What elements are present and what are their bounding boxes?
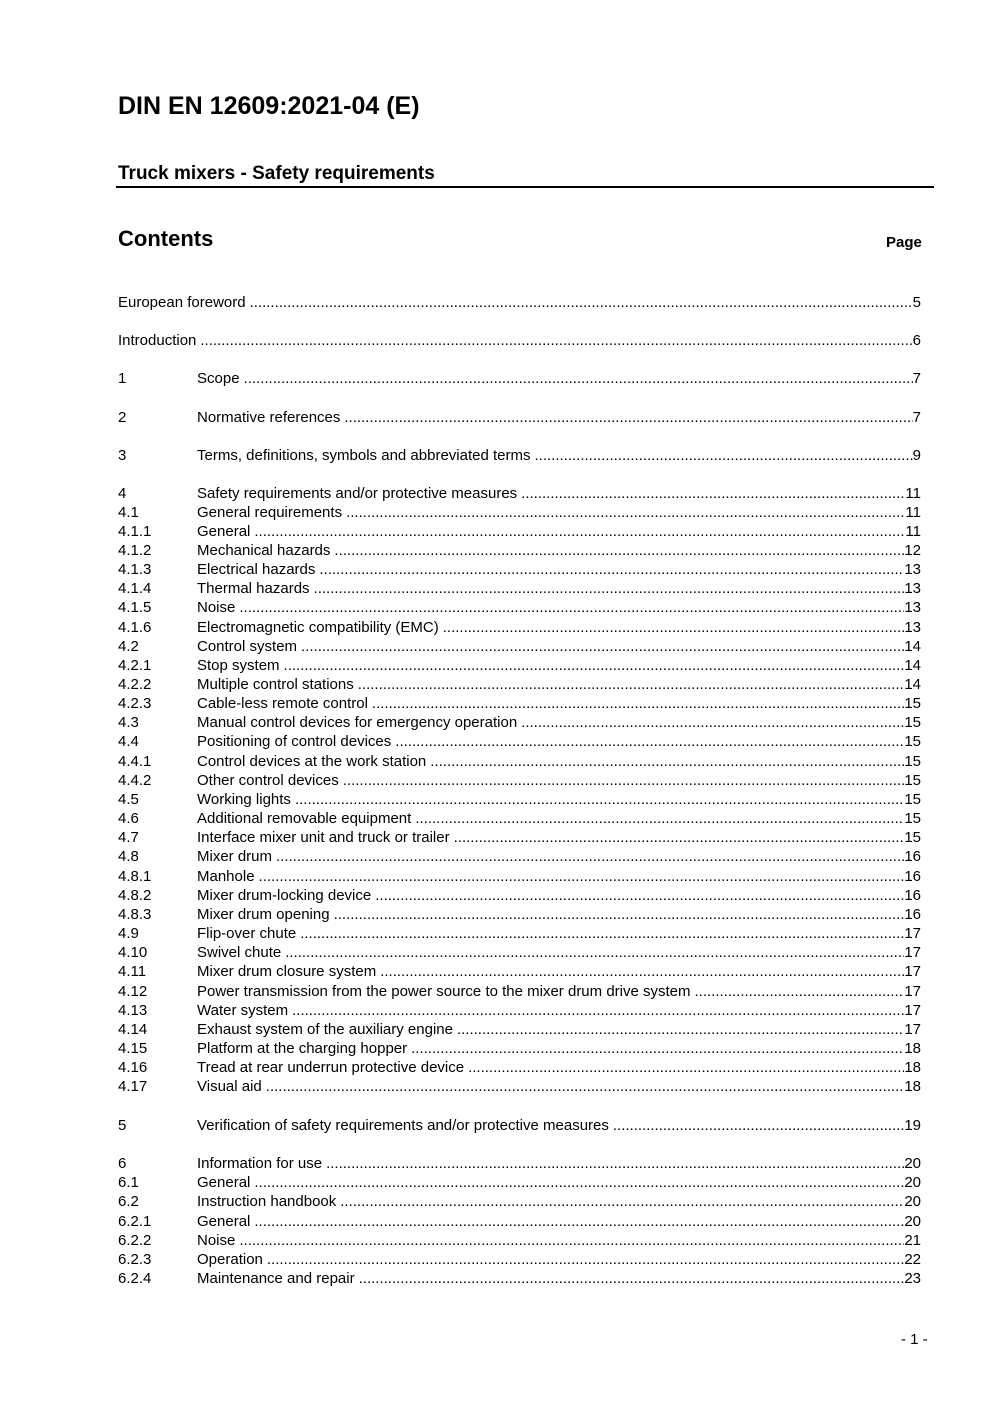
toc-entry-label: Scope: [197, 370, 240, 387]
toc-entry-page: 15: [904, 810, 921, 827]
toc-entry-number: 6.2.4: [118, 1270, 152, 1287]
toc-dot-leader: [326, 1154, 904, 1173]
toc-entry[interactable]: [118, 790, 921, 809]
toc-entry-label: Control devices at the work station: [197, 753, 427, 770]
toc-entry[interactable]: [118, 522, 921, 541]
toc-entry-label: Additional removable equipment: [197, 810, 412, 827]
toc-entry-label: General: [197, 1174, 251, 1191]
toc-dot-leader: [521, 484, 905, 503]
toc-entry-label: Thermal hazards: [197, 580, 310, 597]
footer-page-number: - 1 -: [901, 1331, 928, 1348]
toc-dot-leader: [295, 790, 904, 809]
toc-entry[interactable]: [118, 886, 921, 905]
toc-entry-label: European foreword: [118, 294, 246, 311]
toc-entry-page: 17: [904, 963, 921, 980]
toc-entry-page: 16: [904, 868, 921, 885]
toc-entry[interactable]: [118, 752, 921, 771]
toc-entry-number: 4.11: [118, 963, 147, 980]
toc-dot-leader: [380, 962, 904, 981]
toc-entry[interactable]: [118, 1212, 921, 1231]
toc-dot-leader: [239, 1231, 904, 1250]
toc-entry[interactable]: [118, 1192, 921, 1211]
toc-entry[interactable]: [118, 618, 921, 637]
toc-entry[interactable]: [118, 809, 921, 828]
toc-dot-leader: [454, 828, 905, 847]
toc-entry[interactable]: [118, 828, 921, 847]
toc-entry[interactable]: [118, 732, 921, 751]
toc-entry[interactable]: [118, 541, 921, 560]
toc-dot-leader: [344, 408, 912, 427]
toc-entry-number: 4.1.6: [118, 619, 152, 636]
toc-entry-number: 4.8.2: [118, 887, 152, 904]
toc-entry-number: 6.2.1: [118, 1213, 152, 1230]
toc-entry[interactable]: [118, 503, 921, 522]
toc-dot-leader: [346, 503, 905, 522]
toc-entry-label: Mechanical hazards: [197, 542, 331, 559]
toc-entry[interactable]: [118, 1116, 921, 1135]
toc-entry[interactable]: [118, 675, 921, 694]
toc-dot-leader: [534, 446, 912, 465]
toc-dot-leader: [457, 1020, 904, 1039]
toc-entry-page: 18: [904, 1040, 921, 1057]
toc-entry-label: General: [197, 1213, 251, 1230]
toc-entry-label: Swivel chute: [197, 944, 282, 961]
toc-entry-page: 14: [904, 657, 921, 674]
toc-entry-number: 4.14: [118, 1021, 148, 1038]
toc-dot-leader: [244, 369, 913, 388]
toc-dot-leader: [359, 1269, 905, 1288]
toc-dot-leader: [301, 637, 904, 656]
toc-entry[interactable]: [118, 713, 921, 732]
toc-dot-leader: [314, 579, 905, 598]
toc-dot-leader: [375, 886, 904, 905]
toc-dot-leader: [411, 1039, 904, 1058]
toc-entry-number: 3: [118, 447, 127, 464]
toc-dot-leader: [300, 924, 904, 943]
toc-entry-page: 21: [904, 1232, 921, 1249]
toc-entry-page: 14: [904, 676, 921, 693]
toc-entry-page: 15: [904, 772, 921, 789]
toc-dot-leader: [276, 847, 904, 866]
toc-entry-page: 23: [904, 1270, 921, 1287]
toc-dot-leader: [334, 541, 904, 560]
toc-entry-page: 20: [904, 1155, 921, 1172]
toc-entry[interactable]: [118, 598, 921, 617]
toc-entry-page: 15: [904, 829, 921, 846]
toc-entry[interactable]: [118, 943, 921, 962]
toc-entry-number: 4.2: [118, 638, 139, 655]
toc-entry[interactable]: [118, 1077, 921, 1096]
toc-entry-label: Verification of safety requirements and/or protective measures: [197, 1117, 609, 1134]
toc-entry-label: Mixer drum opening: [197, 906, 330, 923]
toc-entry-number: 4.1: [118, 504, 139, 521]
toc-entry-label: Tread at rear underrun protective device: [197, 1059, 465, 1076]
toc-entry-page: 15: [904, 791, 921, 808]
toc-entry-number: 4.1.4: [118, 580, 152, 597]
toc-entry-number: 5: [118, 1117, 127, 1134]
toc-entry[interactable]: [118, 771, 921, 790]
toc-dot-leader: [254, 1173, 904, 1192]
toc-entry-number: 4.2.2: [118, 676, 152, 693]
toc-entry-number: 4.8.1: [118, 868, 152, 885]
toc-entry-label: Exhaust system of the auxiliary engine: [197, 1021, 453, 1038]
toc-entry-number: 6: [118, 1155, 127, 1172]
toc-entry[interactable]: [118, 1250, 921, 1269]
toc-dot-leader: [266, 1077, 905, 1096]
toc-entry-label: Stop system: [197, 657, 280, 674]
toc-entry-label: Mixer drum closure system: [197, 963, 377, 980]
toc-entry-label: Platform at the charging hopper: [197, 1040, 408, 1057]
toc-entry-label: Other control devices: [197, 772, 339, 789]
toc-entry-page: 22: [904, 1251, 921, 1268]
toc-entry-label: Multiple control stations: [197, 676, 354, 693]
toc-entry-label: Terms, definitions, symbols and abbreviated terms: [197, 447, 531, 464]
toc-entry-label: Manhole: [197, 868, 255, 885]
toc-entry-label: Normative references: [197, 409, 341, 426]
toc-entry-number: 4.4.1: [118, 753, 152, 770]
toc-entry[interactable]: [118, 1001, 921, 1020]
toc-entry-page: 19: [904, 1117, 921, 1134]
toc-entry[interactable]: [118, 1039, 921, 1058]
toc-dot-leader: [285, 943, 904, 962]
title-divider: [116, 186, 934, 188]
toc-entry-page: 20: [904, 1213, 921, 1230]
toc-dot-leader: [284, 656, 905, 675]
toc-entry-page: 11: [905, 485, 921, 502]
toc-entry-page: 18: [904, 1059, 921, 1076]
toc-entry-page: 20: [904, 1193, 921, 1210]
toc-entry[interactable]: [118, 1231, 921, 1250]
toc-entry-number: 4.4.2: [118, 772, 152, 789]
toc-entry-label: Instruction handbook: [197, 1193, 337, 1210]
toc-dot-leader: [319, 560, 904, 579]
toc-entry[interactable]: [118, 293, 921, 312]
toc-entry-number: 2: [118, 409, 127, 426]
toc-entry-number: 4.1.1: [118, 523, 152, 540]
toc-entry[interactable]: [118, 924, 921, 943]
toc-entry-label: Operation: [197, 1251, 263, 1268]
toc-entry-label: Positioning of control devices: [197, 733, 392, 750]
toc-entry-page: 13: [904, 580, 921, 597]
toc-entry[interactable]: [118, 847, 921, 866]
toc-entry-page: 11: [905, 504, 921, 521]
toc-dot-leader: [239, 598, 904, 617]
toc-dot-leader: [200, 331, 912, 350]
toc-entry-label: Mixer drum: [197, 848, 273, 865]
toc-entry[interactable]: [118, 637, 921, 656]
toc-entry-page: 13: [904, 599, 921, 616]
toc-entry-label: Mixer drum-locking device: [197, 887, 372, 904]
toc-entry-page: 16: [904, 848, 921, 865]
toc-entry[interactable]: [118, 446, 921, 465]
toc-entry-number: 4.8.3: [118, 906, 152, 923]
toc-entry-number: 6.2.2: [118, 1232, 152, 1249]
toc-entry-page: 15: [904, 753, 921, 770]
toc-dot-leader: [695, 982, 905, 1001]
toc-entry-page: 15: [904, 695, 921, 712]
toc-dot-leader: [250, 293, 913, 312]
toc-entry[interactable]: [118, 369, 921, 388]
toc-entry-label: Interface mixer unit and truck or trailer: [197, 829, 450, 846]
toc-entry-label: Cable-less remote control: [197, 695, 368, 712]
toc-entry-page: 18: [904, 1078, 921, 1095]
toc-entry-page: 15: [904, 733, 921, 750]
toc-entry-page: 14: [904, 638, 921, 655]
toc-entry-page: 5: [912, 294, 921, 311]
toc-entry-label: Working lights: [197, 791, 291, 808]
toc-entry-page: 7: [912, 409, 921, 426]
toc-entry-page: 17: [904, 1021, 921, 1038]
toc-entry-number: 4.9: [118, 925, 139, 942]
document-title: DIN EN 12609:2021-04 (E): [118, 92, 420, 120]
toc-entry-number: 4.4: [118, 733, 139, 750]
toc-entry-number: 6.2: [118, 1193, 139, 1210]
toc-entry[interactable]: [118, 1154, 921, 1173]
toc-dot-leader: [613, 1116, 904, 1135]
toc-entry[interactable]: [118, 656, 921, 675]
toc-entry-number: 4.1.2: [118, 542, 152, 559]
toc-entry-number: 4.1.3: [118, 561, 152, 578]
toc-dot-leader: [267, 1250, 904, 1269]
toc-entry-number: 4.15: [118, 1040, 148, 1057]
toc-entry-label: Manual control devices for emergency operation: [197, 714, 518, 731]
toc-entry-number: 4.2.1: [118, 657, 152, 674]
toc-entry-label: Water system: [197, 1002, 289, 1019]
toc-entry-number: 4.2.3: [118, 695, 152, 712]
toc-entry-number: 4.3: [118, 714, 139, 731]
toc-entry-page: 16: [904, 906, 921, 923]
document-subtitle: Truck mixers - Safety requirements: [118, 163, 435, 184]
toc-entry-number: 4.17: [118, 1078, 148, 1095]
toc-entry[interactable]: [118, 331, 921, 350]
toc-entry[interactable]: [118, 962, 921, 981]
toc-entry-number: 1: [118, 370, 127, 387]
toc-entry[interactable]: [118, 1269, 921, 1288]
toc-entry[interactable]: [118, 560, 921, 579]
toc-entry[interactable]: [118, 905, 921, 924]
toc-entry-page: 15: [904, 714, 921, 731]
toc-entry-number: 4.13: [118, 1002, 148, 1019]
toc-entry-number: 4.7: [118, 829, 139, 846]
toc-entry-number: 4: [118, 485, 127, 502]
toc-dot-leader: [343, 771, 905, 790]
toc-entry-page: 20: [904, 1174, 921, 1191]
toc-entry-page: 13: [904, 619, 921, 636]
toc-entry-page: 12: [904, 542, 921, 559]
toc-entry-label: Visual aid: [197, 1078, 262, 1095]
toc-dot-leader: [334, 905, 905, 924]
toc-entry-number: 4.6: [118, 810, 139, 827]
toc-entry-number: 4.16: [118, 1059, 148, 1076]
toc-entry[interactable]: [118, 484, 921, 503]
toc-entry-page: 7: [912, 370, 921, 387]
toc-entry-page: 17: [904, 1002, 921, 1019]
toc-dot-leader: [395, 732, 904, 751]
toc-entry-label: Control system: [197, 638, 298, 655]
toc-entry-label: Introduction: [118, 332, 197, 349]
toc-entry[interactable]: [118, 982, 921, 1001]
toc-dot-leader: [292, 1001, 904, 1020]
toc-entry-label: General: [197, 523, 251, 540]
toc-entry-label: Maintenance and repair: [197, 1270, 355, 1287]
toc-dot-leader: [254, 522, 905, 541]
toc-entry-label: Flip-over chute: [197, 925, 297, 942]
toc-entry-page: 17: [904, 944, 921, 961]
toc-entry[interactable]: [118, 408, 921, 427]
toc-dot-leader: [443, 618, 905, 637]
toc-dot-leader: [372, 694, 904, 713]
toc-entry-number: 4.5: [118, 791, 139, 808]
toc-entry-number: 4.1.5: [118, 599, 152, 616]
toc-entry-label: Noise: [197, 1232, 236, 1249]
toc-dot-leader: [340, 1192, 904, 1211]
toc-entry[interactable]: [118, 694, 921, 713]
toc-dot-leader: [358, 675, 905, 694]
toc-entry-label: General requirements: [197, 504, 343, 521]
toc-entry-label: Noise: [197, 599, 236, 616]
toc-entry-number: 4.8: [118, 848, 139, 865]
toc-entry-number: 4.12: [118, 983, 148, 1000]
page-column-label: Page: [886, 234, 922, 251]
toc-entry-label: Electrical hazards: [197, 561, 316, 578]
toc-dot-leader: [254, 1212, 904, 1231]
toc-entry-page: 17: [904, 925, 921, 942]
toc-dot-leader: [521, 713, 904, 732]
toc-entry-label: Safety requirements and/or protective measures: [197, 485, 518, 502]
toc-entry-label: Information for use: [197, 1155, 323, 1172]
toc-dot-leader: [468, 1058, 904, 1077]
toc-entry[interactable]: [118, 1058, 921, 1077]
toc-dot-leader: [259, 867, 905, 886]
toc-dot-leader: [430, 752, 904, 771]
toc-dot-leader: [415, 809, 904, 828]
toc-entry-page: 16: [904, 887, 921, 904]
toc-entry-page: 17: [904, 983, 921, 1000]
toc-entry-label: Electromagnetic compatibility (EMC): [197, 619, 439, 636]
contents-heading: Contents: [118, 226, 214, 251]
toc-entry-number: 4.10: [118, 944, 148, 961]
toc-entry-page: 13: [904, 561, 921, 578]
toc-entry-page: 11: [905, 523, 921, 540]
toc-entry[interactable]: [118, 1173, 921, 1192]
toc-entry-page: 9: [912, 447, 921, 464]
toc-entry-label: Power transmission from the power source to the mixer drum drive system: [197, 983, 691, 1000]
toc-entry-number: 6.1: [118, 1174, 139, 1191]
toc-entry[interactable]: [118, 1020, 921, 1039]
toc-entry[interactable]: [118, 579, 921, 598]
toc-entry-page: 6: [912, 332, 921, 349]
toc-entry[interactable]: [118, 867, 921, 886]
toc-entry-number: 6.2.3: [118, 1251, 152, 1268]
